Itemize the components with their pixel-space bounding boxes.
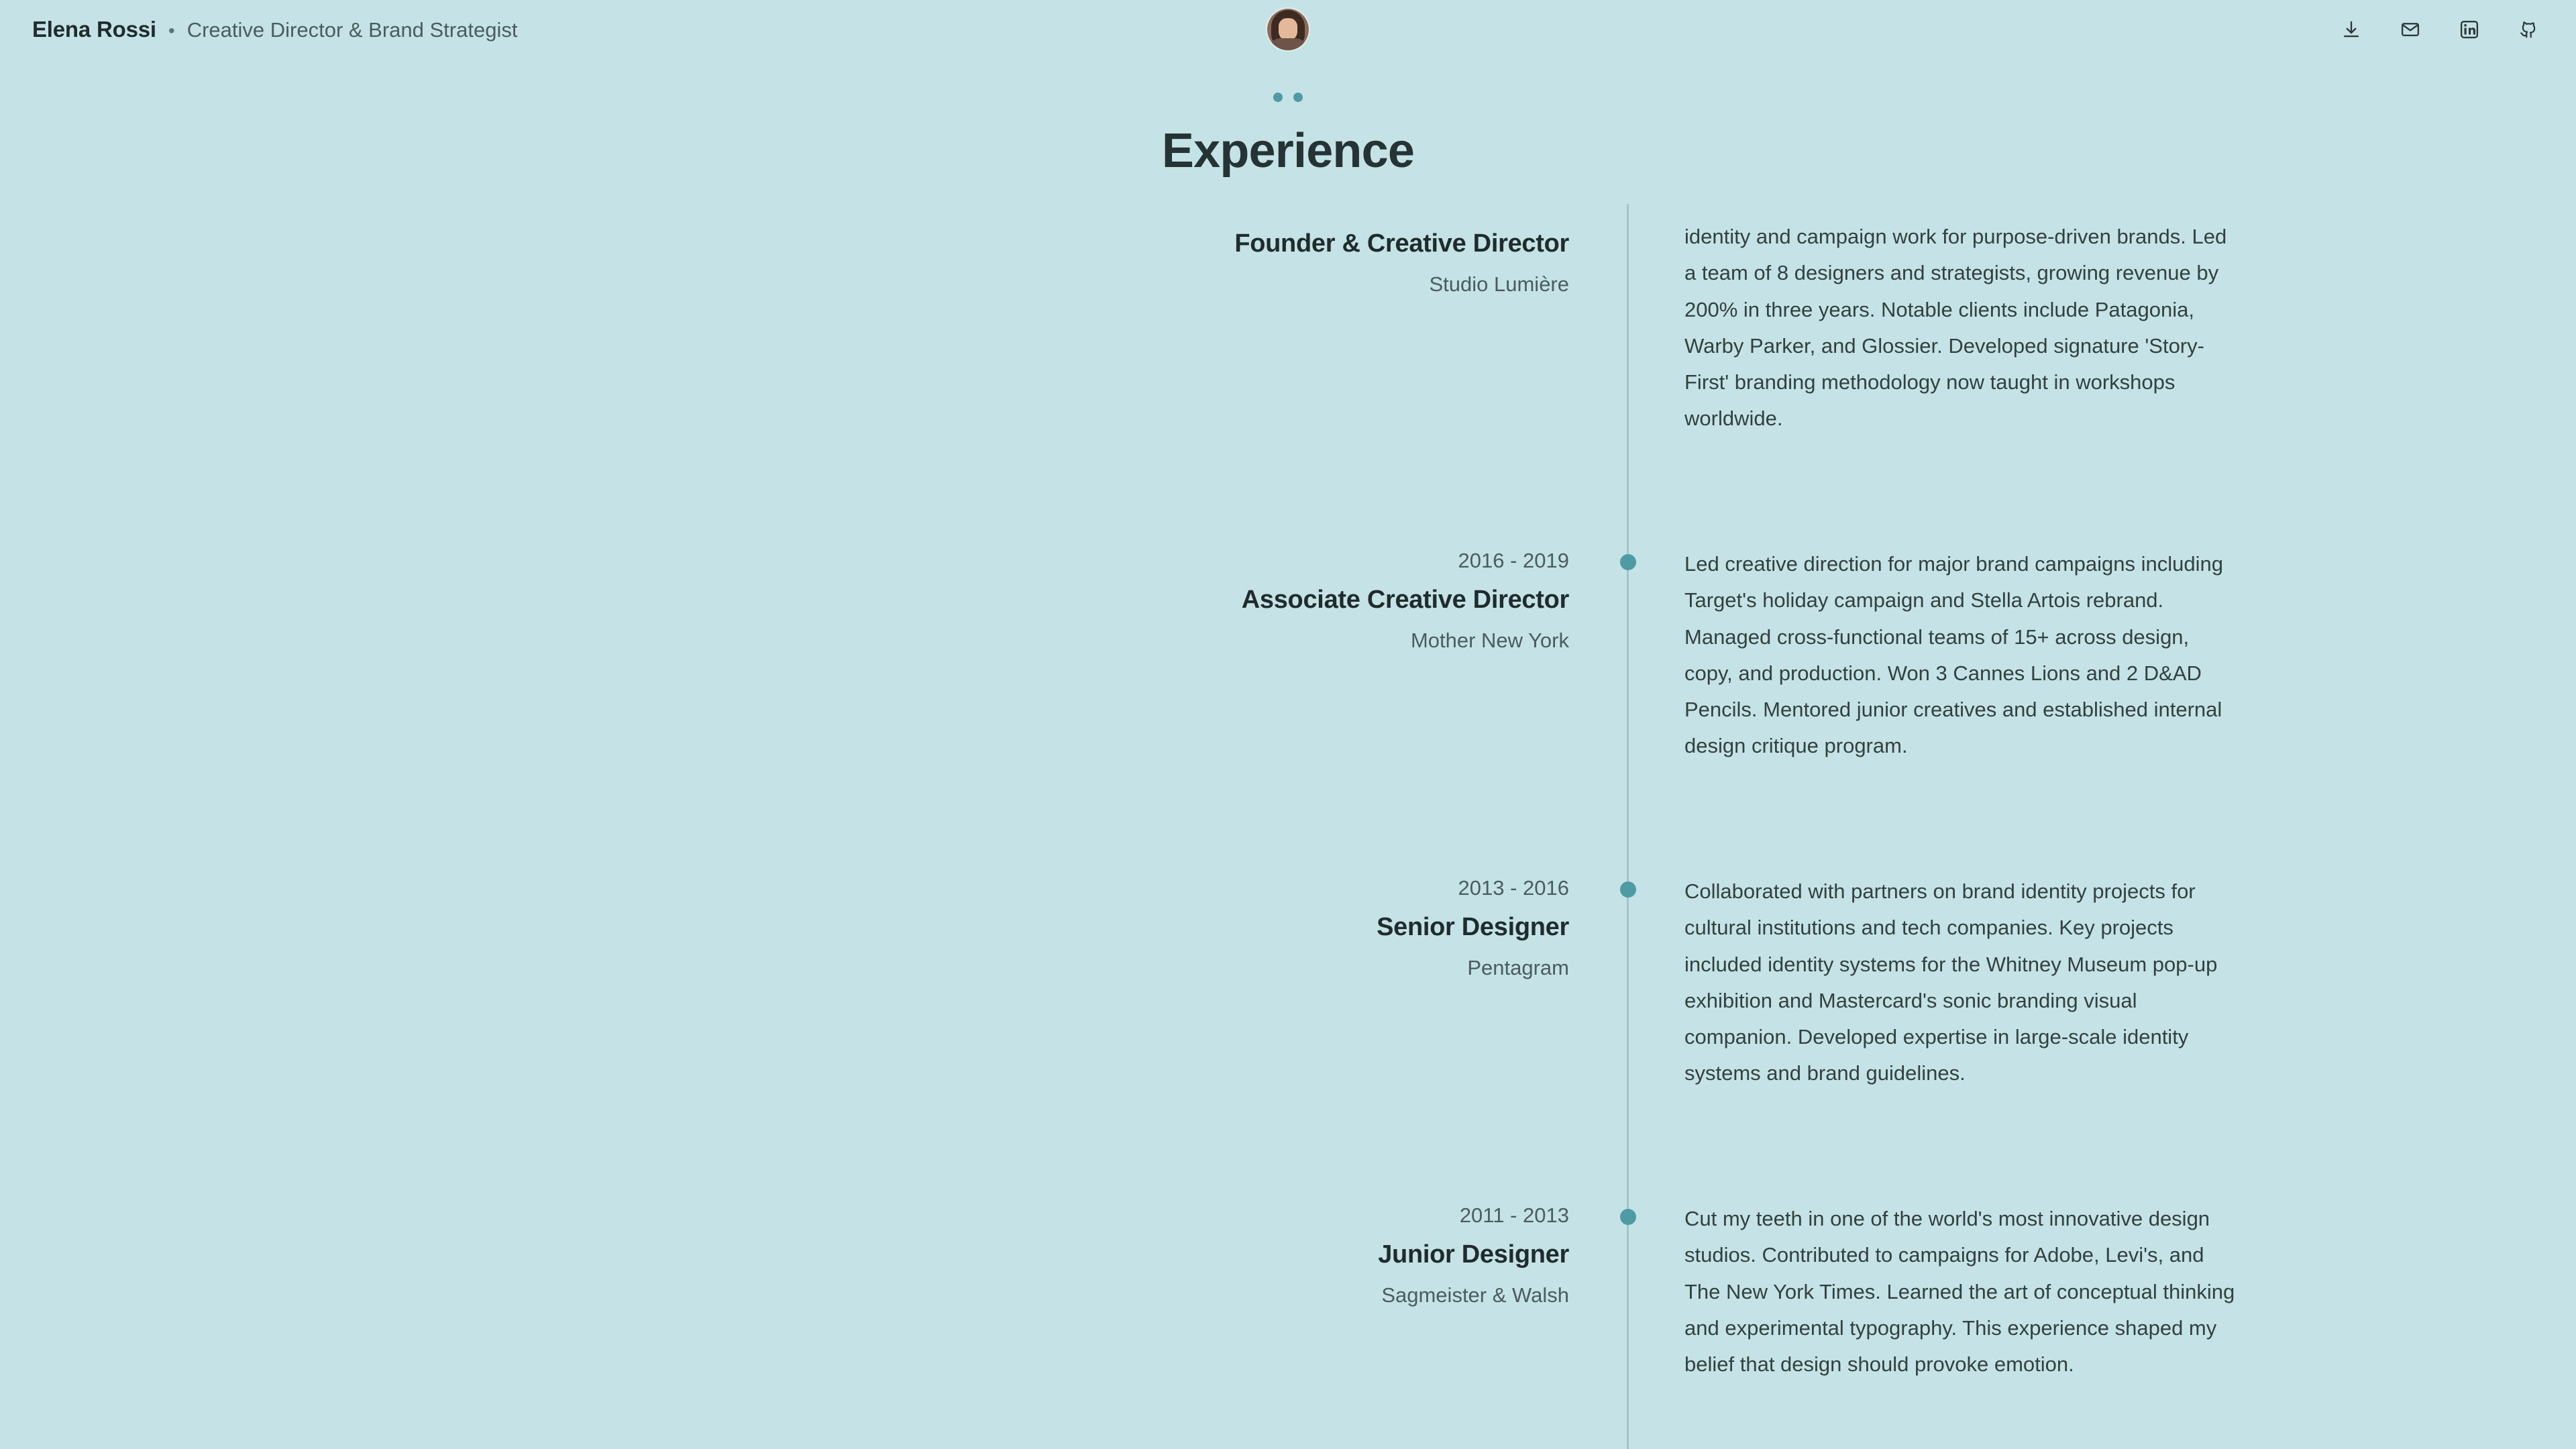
experience-entry-years: 2016 - 2019 [1458,549,1569,572]
section-dots-decoration [0,86,2576,109]
experience-entry-body [1627,873,2237,1201]
experience-entry-meta [339,1201,1627,1449]
experience-entry-role: Founder & Creative Director [1234,229,1569,258]
github-icon[interactable] [2513,14,2544,45]
avatar-image [1267,9,1309,50]
brand [32,17,517,42]
experience-entry-company: Pentagram [1467,955,1569,979]
header-actions [2336,14,2544,45]
experience-entry-years: 2013 - 2016 [1458,876,1569,900]
experience-entry [339,1201,2237,1449]
experience-entry-description: Collaborated with partners on brand identity projects for cultural institutions and tech companies. Key projects included identity systems for the Whitney Museum pop-up exhibition and Mastercard's sonic branding visual companion. Developed expertise in large-scale identity systems and brand guidelines. [1684,879,2218,1085]
linkedin-icon[interactable] [2454,14,2485,45]
experience-entry-body [1627,219,2237,546]
experience-entry-company: Studio Lumière [1429,272,1569,296]
brand-role: Creative Director & Brand Strategist [186,18,518,42]
experience-entry-meta [339,219,1627,546]
experience-entry [339,873,2237,1201]
avatar[interactable] [1267,9,1309,50]
experience-entry-body [1627,1201,2237,1449]
experience-entry [339,219,2237,546]
experience-entry-role: Senior Designer [1377,913,1569,942]
experience-entry-meta [339,873,1627,1201]
experience-entry-description: Led creative direction for major brand campaigns including Target's holiday campaign and Stella Artois rebrand. Managed cross-functional teams of 15+ across design, copy, and production. Won 3 Cannes Lions and 2 D&AD Pencils. Mentored junior creatives and established internal design critique program. [1684,552,2223,758]
avatar-shoulders [1269,38,1307,50]
brand-name: Elena Rossi [32,17,156,42]
experience-entry-company: Mother New York [1410,628,1569,652]
experience-entry-role: Associate Creative Director [1241,586,1569,614]
email-icon[interactable] [2395,14,2426,45]
experience-timeline [339,219,2237,1449]
brand-separator: • [168,20,175,41]
page-title: Experience [1161,124,1415,178]
experience-section [0,59,2576,1449]
avatar-face [1279,18,1297,41]
timeline-marker [1620,1209,1636,1225]
experience-entry-body [1627,546,2237,873]
site-header [0,0,2576,59]
download-icon[interactable] [2336,14,2367,45]
experience-entry [339,546,2237,873]
experience-entry-role: Junior Designer [1378,1240,1569,1269]
experience-entry-meta [339,546,1627,873]
dot-icon [1293,93,1303,102]
experience-entry-years: 2011 - 2013 [1459,1203,1569,1227]
experience-entry-description: Cut my teeth in one of the world's most innovative design studios. Contributed to campaigns for Adobe, Levi's, and The New York Times. Learned the art of conceptual thinking and experimental typography. This experience shaped my belief that design should provoke emotion. [1684,1207,2235,1376]
timeline-marker [1620,554,1636,570]
timeline-marker [1620,881,1636,898]
dot-icon [1273,93,1283,102]
experience-entry-description: identity and campaign work for purpose-driven brands. Led a team of 8 designers and strategists, growing revenue by 200% in three years. Notable clients include Patagonia, Warby Parker, and Glossier. Developed signature 'Story-First' branding methodology now taught in workshops worldwide. [1684,225,2227,431]
experience-entry-company: Sagmeister & Walsh [1381,1283,1569,1307]
